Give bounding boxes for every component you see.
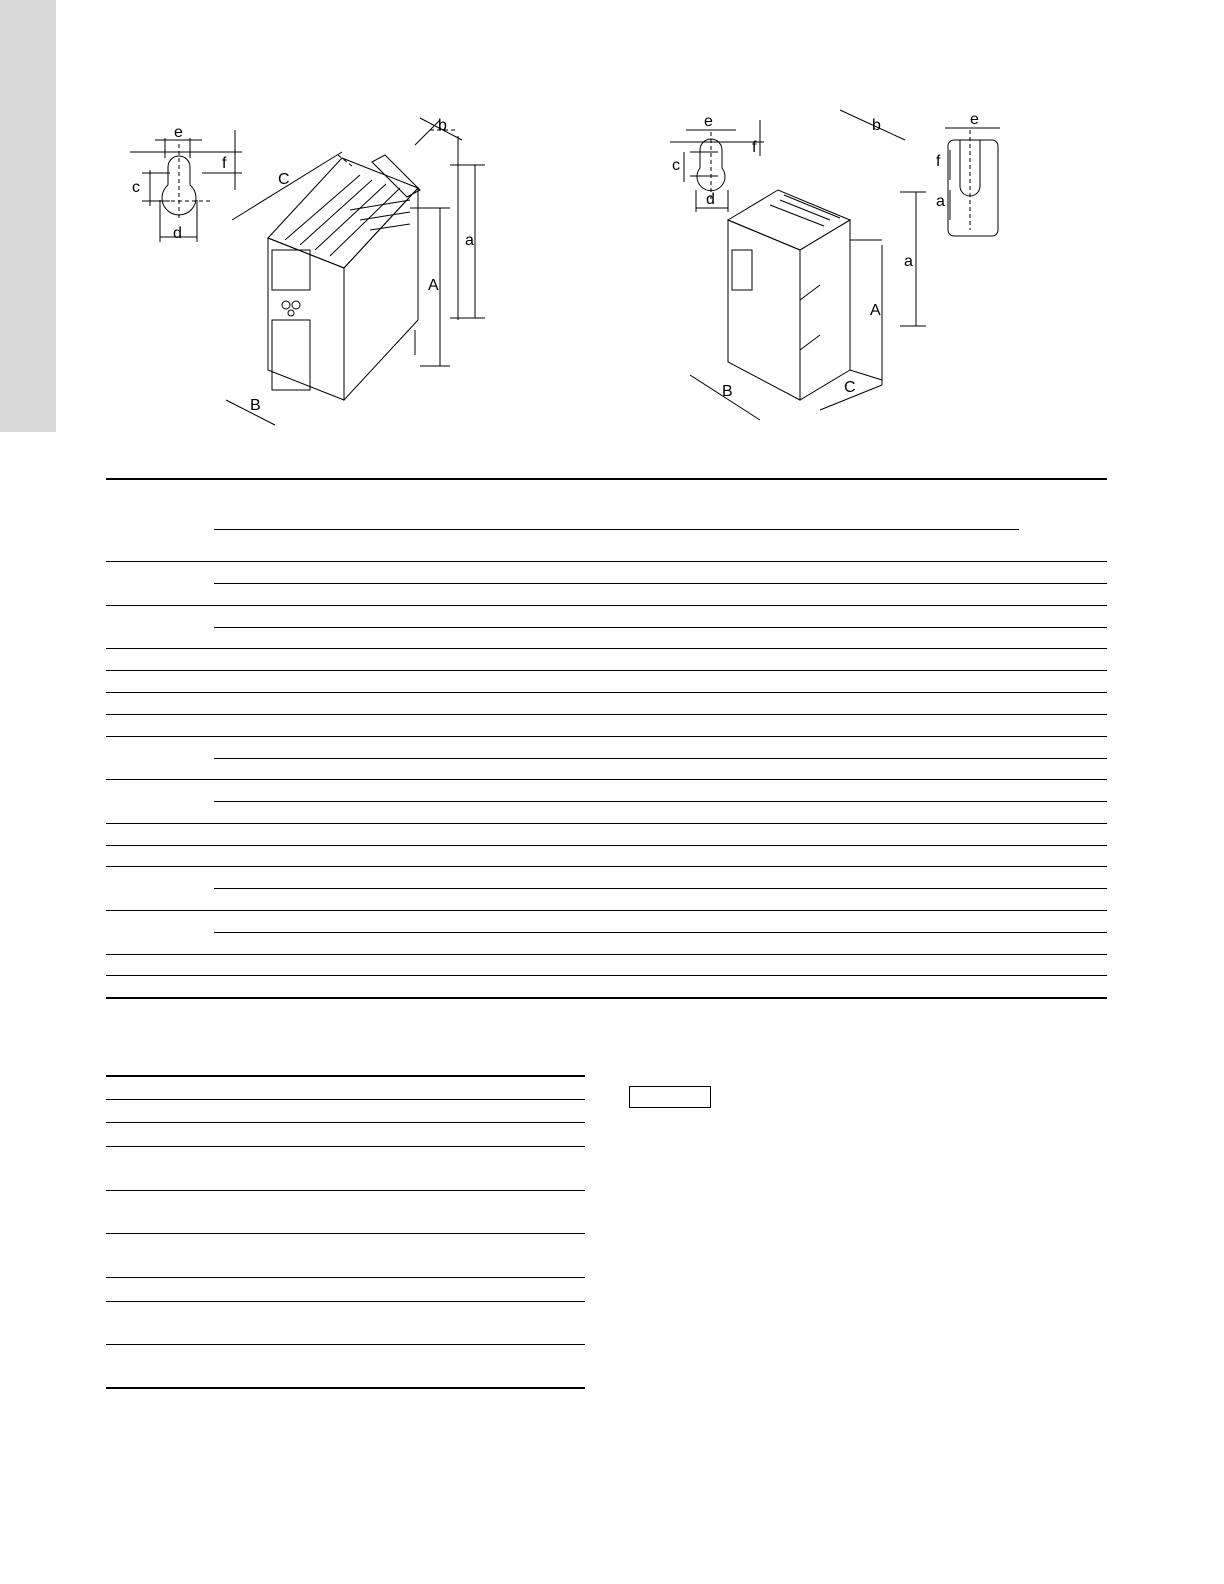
label-c: c bbox=[132, 179, 140, 196]
dimension-lines bbox=[690, 110, 926, 420]
table-row-rule bbox=[106, 605, 1107, 606]
label-e: e bbox=[704, 113, 713, 130]
table2-row-rule bbox=[106, 1344, 585, 1345]
table-row-subrule bbox=[214, 758, 1107, 759]
slot-label-e: e bbox=[970, 111, 979, 128]
enclosure-body bbox=[728, 190, 882, 400]
table-row-rule bbox=[106, 692, 1107, 693]
table-row-rule bbox=[106, 714, 1107, 715]
table2-row-rule bbox=[106, 1301, 585, 1302]
keyhole-detail bbox=[670, 120, 764, 212]
label-c: c bbox=[672, 157, 680, 174]
table-row-rule bbox=[106, 561, 1107, 562]
table-row-rule bbox=[106, 670, 1107, 671]
table2-row-rule bbox=[106, 1099, 585, 1100]
enclosure-body bbox=[268, 155, 420, 400]
table-row-rule bbox=[106, 648, 1107, 649]
table2-row-rule bbox=[106, 1190, 585, 1191]
table-row-rule bbox=[106, 910, 1107, 911]
dimension-lines bbox=[226, 118, 485, 425]
table-row-subrule bbox=[214, 932, 1107, 933]
enclosure-narrow-drawing bbox=[110, 100, 510, 440]
table2-row-rule bbox=[106, 1146, 585, 1147]
label-d: d bbox=[706, 191, 715, 208]
label-C: C bbox=[278, 171, 290, 188]
label-C: C bbox=[844, 379, 856, 396]
keyhole-detail bbox=[130, 130, 242, 242]
label-f: f bbox=[752, 139, 757, 156]
slot-label-f: f bbox=[936, 153, 941, 170]
table2-row-rule bbox=[106, 1277, 585, 1278]
label-b: b bbox=[438, 117, 447, 134]
table2-row-rule bbox=[106, 1122, 585, 1123]
label-a: a bbox=[904, 253, 913, 270]
table-row-rule bbox=[106, 866, 1107, 867]
table-row-rule bbox=[106, 845, 1107, 846]
slot-detail bbox=[945, 128, 1000, 236]
label-e: e bbox=[174, 124, 183, 141]
empty-label-box bbox=[629, 1086, 711, 1108]
table-top-rule bbox=[106, 478, 1107, 480]
table-bottom-rule bbox=[106, 997, 1107, 999]
label-d: d bbox=[173, 225, 182, 242]
label-B: B bbox=[250, 397, 261, 414]
dimension-labels bbox=[132, 117, 474, 414]
table-row-rule bbox=[106, 954, 1107, 955]
section-tab bbox=[0, 0, 56, 432]
table-row-subrule bbox=[214, 888, 1107, 889]
table-row-rule bbox=[106, 779, 1107, 780]
table-row-subrule bbox=[214, 627, 1107, 628]
label-a: a bbox=[465, 232, 474, 249]
slot-label-a: a bbox=[936, 193, 945, 210]
table2-bottom-rule bbox=[106, 1387, 585, 1389]
figure-enclosure-narrow bbox=[110, 100, 510, 440]
label-A: A bbox=[428, 277, 439, 294]
table-row-rule bbox=[106, 823, 1107, 824]
label-f: f bbox=[222, 155, 227, 172]
label-B: B bbox=[722, 383, 733, 400]
label-b: b bbox=[872, 117, 881, 134]
table-row-subrule bbox=[214, 583, 1107, 584]
table2-top-rule bbox=[106, 1075, 585, 1077]
enclosure-wide-drawing bbox=[660, 100, 1020, 430]
table-row-subrule bbox=[214, 801, 1107, 802]
figure-enclosure-wide bbox=[660, 100, 1020, 430]
table-row-rule bbox=[106, 975, 1107, 976]
label-A: A bbox=[870, 302, 881, 319]
table-row-rule bbox=[106, 736, 1107, 737]
dimension-labels bbox=[672, 111, 979, 400]
table-header-subrule bbox=[214, 529, 1019, 530]
table2-row-rule bbox=[106, 1233, 585, 1234]
